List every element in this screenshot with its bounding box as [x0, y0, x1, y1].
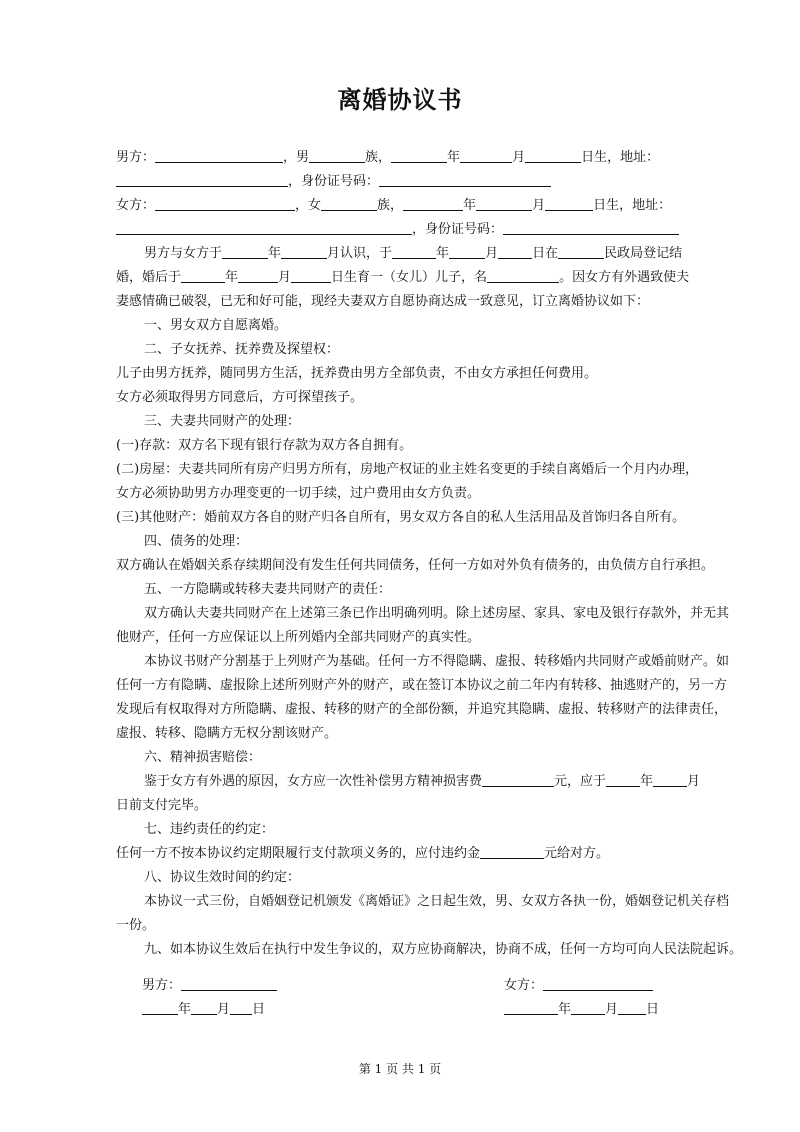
- section-5-heading: 五、一方隐瞒或转移夫妻共同财产的责任：: [144, 582, 392, 597]
- section-5-para-2-line-1: 本协议书财产分割基于上列财产为基础。任何一方不得隐瞒、虚报、转移婚内共同财产或婚前财产。如: [144, 654, 730, 669]
- section-2-para-2: 女方必须取得男方同意后，方可探望孩子。: [116, 390, 364, 405]
- section-8-heading: 八、协议生效时间的约定：: [144, 870, 301, 885]
- woman-address-line: ，身份证号码：: [116, 222, 686, 238]
- meet-year-blank: [222, 246, 268, 259]
- section-7-heading: 七、违约责任的约定：: [144, 822, 275, 837]
- section-2-heading: 二、子女抚养、抚养费及探望权：: [144, 342, 340, 357]
- section-5-para-2-line-2: 任何一方有隐瞒、虚报除上述所列财产外的财产，或在签订本协议之前二年内有转移、抽逃财产的，另一方: [116, 678, 728, 693]
- man-name-blank: [155, 150, 283, 163]
- section-3-other: (三)其他财产：婚前双方各自的财产归各自所有，男女双方各自的私人生活用品及首饰归各自所有。: [116, 510, 686, 525]
- woman-sign-month-blank: [571, 1002, 605, 1015]
- man-nation-blank: [309, 150, 365, 163]
- section-5-para-2-line-4: 虚报、转移、隐瞒方无权分割该财产。: [116, 726, 338, 741]
- man-day-blank: [525, 150, 581, 163]
- section-1: 一、男女双方自愿离婚。: [144, 318, 288, 333]
- section-5-para-1-line-1: 双方确认夫妻共同财产在上述第三条已作出明确列明。除上述房屋、家具、家电及银行存款外，并无其: [144, 606, 730, 621]
- section-4-heading: 四、债务的处理：: [144, 534, 249, 549]
- bureau-blank: [558, 246, 604, 259]
- section-4-para: 双方确认在婚姻关系存续期间没有发生任何共同债务，任何一方如对外负有债务的，由负债方自行承担。: [116, 558, 715, 573]
- section-3-deposit: (一)存款：双方名下现有银行存款为双方各自拥有。: [116, 438, 413, 453]
- man-sign-date: 年 月 日: [142, 1002, 342, 1018]
- woman-signature: 女方：: [504, 978, 704, 994]
- intro-line-3: 妻感情确已破裂，已无和好可能，现经夫妻双方自愿协商达成一致意见，订立离婚协议如下：: [116, 294, 650, 309]
- woman-nation-blank: [321, 198, 377, 211]
- pay-year-blank: [606, 774, 640, 787]
- section-6-para-line-2: 日前支付完毕。: [116, 798, 208, 813]
- man-id-blank: [379, 174, 551, 187]
- child-month-blank: [238, 270, 278, 283]
- man-address-line: ，身份证号码：: [116, 174, 686, 190]
- woman-year-blank: [403, 198, 463, 211]
- page-footer: 第 1 页 共 1 页: [358, 1062, 442, 1076]
- section-3-house-line-1: (二)房屋：夫妻共同所有房产归男方所有，房地产权证的业主姓名变更的手续自离婚后一个月内办理，: [116, 462, 699, 477]
- man-sign-month-blank: [191, 1002, 217, 1015]
- child-day-blank: [291, 270, 331, 283]
- woman-month-blank: [476, 198, 532, 211]
- woman-info-line: 女方： ，女 族， 年 月 日生，地址：: [116, 198, 672, 213]
- woman-name-blank: [155, 198, 295, 211]
- child-year-blank: [181, 270, 225, 283]
- man-address-blank: [116, 174, 288, 187]
- marry-year-blank: [392, 246, 436, 259]
- man-sign-year-blank: [142, 1002, 178, 1015]
- section-9: 九、如本协议生效后在执行中发生争议的，双方应协商解决，协商不成，任何一方均可向人民法院起诉。: [144, 942, 743, 957]
- woman-day-blank: [545, 198, 593, 211]
- man-year-blank: [391, 150, 447, 163]
- meet-month-blank: [281, 246, 327, 259]
- section-7-para: 任何一方不按本协议约定期限履行支付款项义务的，应付违约金 元给对方。: [116, 846, 610, 861]
- section-5-para-2-line-3: 发现后有权取得对方所隐瞒、虚报、转移的财产的全部份额，并追究其隐瞒、虚报、转移财产的法律责任，: [116, 702, 728, 717]
- man-sign-day-blank: [230, 1002, 252, 1015]
- woman-address-blank: [116, 222, 412, 235]
- intro-line-1: 男方与女方于 年 月认识，于 年 月 日在 民政局登记结: [144, 246, 683, 261]
- compensation-amount-blank: [482, 774, 554, 787]
- man-signature-blank: [181, 978, 277, 991]
- marry-day-blank: [498, 246, 532, 259]
- penalty-amount-blank: [480, 846, 544, 859]
- man-signature: 男方：: [142, 978, 342, 994]
- section-2-para-1: 儿子由男方抚养，随同男方生活，抚养费由男方全部负责，不由女方承担任何费用。: [116, 366, 598, 381]
- woman-sign-day-blank: [618, 1002, 646, 1015]
- pay-month-blank: [653, 774, 687, 787]
- section-5-para-1-line-2: 他财产，任何一方应保证以上所列婚内全部共同财产的真实性。: [116, 630, 481, 645]
- man-month-blank: [460, 150, 512, 163]
- section-8-para-line-1: 本协议一式三份，自婚姻登记机颁发《离婚证》之日起生效，男、女双方各执一份，婚姻登记机关存档: [144, 894, 730, 909]
- child-name-blank: [487, 270, 559, 283]
- man-info-line: 男方： ，男 族， 年 月 日生，地址：: [116, 150, 660, 165]
- section-3-heading: 三、夫妻共同财产的处理：: [144, 414, 301, 429]
- intro-line-2: 婚，婚后于 年 月 日生育一（女儿）儿子，名 。因女方有外遇致使夫: [116, 270, 690, 285]
- section-3-house-line-2: 女方必须协助男方办理变更的一切手续，过户费用由女方负责。: [116, 486, 481, 501]
- page-title: 离婚协议书: [337, 86, 463, 114]
- woman-sign-year-blank: [504, 1002, 558, 1015]
- section-6-para-line-1: 鉴于女方有外遇的原因，女方应一次性补偿男方精神损害费 元，应于 年 月: [144, 774, 701, 789]
- marry-month-blank: [449, 246, 485, 259]
- section-8-para-line-2: 一份。: [116, 918, 156, 933]
- woman-sign-date: 年 月 日: [504, 1002, 704, 1018]
- woman-id-blank: [503, 222, 679, 235]
- woman-signature-blank: [543, 978, 653, 991]
- section-6-heading: 六、精神损害赔偿：: [144, 750, 262, 765]
